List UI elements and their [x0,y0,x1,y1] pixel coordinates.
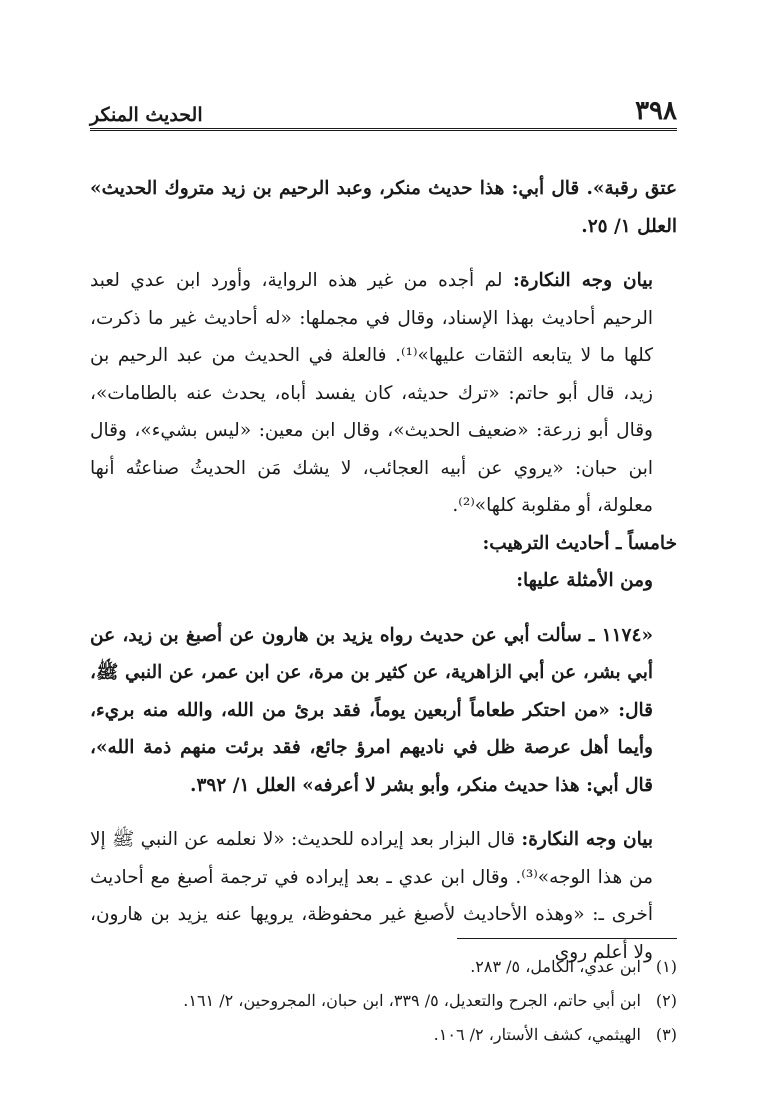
paragraph-explanation-2 [90,821,677,971]
footnote-item [110,950,677,984]
main-text [90,170,677,971]
footnote-text: ابن عدي، الكامل، ٥/ ٢٨٣. [470,957,641,976]
explanation-label-2: بيان وجه النكارة: [521,829,654,850]
header-divider [90,128,677,131]
paragraph-explanation-1 [90,262,677,525]
section-heading: خامساً ـ أحاديث الترهيب: [482,532,677,554]
footnote-text: ابن أبي حاتم، الجرح والتعديل، ٥/ ٣٣٩، ابن حبان، المجروحين، ٢/ ١٦١. [183,991,641,1010]
footnote-number: (١) [655,957,677,976]
explanation-label-1: بيان وجه النكارة: [513,270,653,291]
paragraph-hadith-1174: «١١٧٤ ـ سألت أبي عن حديث رواه يزيد بن هارون عن أصبغ بن زيد، عن أبي بشر، عن أبي الزاهرية، عن كثير بن مرة، عن ابن عمر، عن النبي ﷺ، قال: «من احتكر طعاماً أربعين يوماً، فقد برئ من الله، والله منه بريء، وأيما أهل عرصة ظل في ناديهم امرؤ جائع، فقد برئت منهم ذمة الله»، قال أبي: هذا حديث منكر، وأبو بشر لا أعرفه» العلل ١/ ٣٩٢. [90,624,653,796]
footnote-item [110,1018,677,1052]
footnote-number: (٣) [655,1025,677,1044]
explanation-text-1: لم أجده من غير هذه الرواية، وأورد ابن عدي لعبد الرحيم أحاديث بهذا الإسناد، وقال في مجملها: «له أحاديث غير ما ذكرت، كلها ما لا يتابعه الثقات عليها»⁽¹⁾. فالعلة في الحديث من عبد الرحيم بن زيد، قال أبو حاتم: «ترك حديثه، كان يفسد أباه، يحدث عنه بالطامات»، وقال أبو زرعة: «ضعيف الحديث»، وقال ابن معين: «ليس بشيء»، وقال ابن حبان: «يروي عن أبيه العجائب، لا يشك مَن الحديثُ صناعتُه أنها معلولة، أو مقلوبة كلها»⁽²⁾. [90,270,653,516]
footnote-divider [457,938,677,939]
footnote-text: الهيثمي، كشف الأستار، ٢/ ١٠٦. [433,1025,641,1044]
page-number: ٣٩٨ [635,96,677,126]
footnote-number: (٢) [655,991,677,1010]
examples-intro: ومن الأمثلة عليها: [516,570,653,591]
page-header [90,86,677,126]
footnotes [110,950,677,1052]
footnote-item [110,984,677,1018]
paragraph-quote-end: عتق رقبة». قال أبي: هذا حديث منكر، وعبد الرحيم بن زيد متروك الحديث» العلل ١/ ٢٥. [90,178,677,237]
running-title: الحديث المنكر [90,104,203,126]
explanation-text-2: قال البزار بعد إيراده للحديث: «لا نعلمه عن النبي ﷺ إلا من هذا الوجه»⁽³⁾. وقال ابن عدي ـ بعد إيراده في ترجمة أصبغ مع أحاديث أخرى ـ: «وهذه الأحاديث لأصبغ غير محفوظة، يرويها عنه يزيد بن هارون، ولا أعلم روى [90,829,653,963]
